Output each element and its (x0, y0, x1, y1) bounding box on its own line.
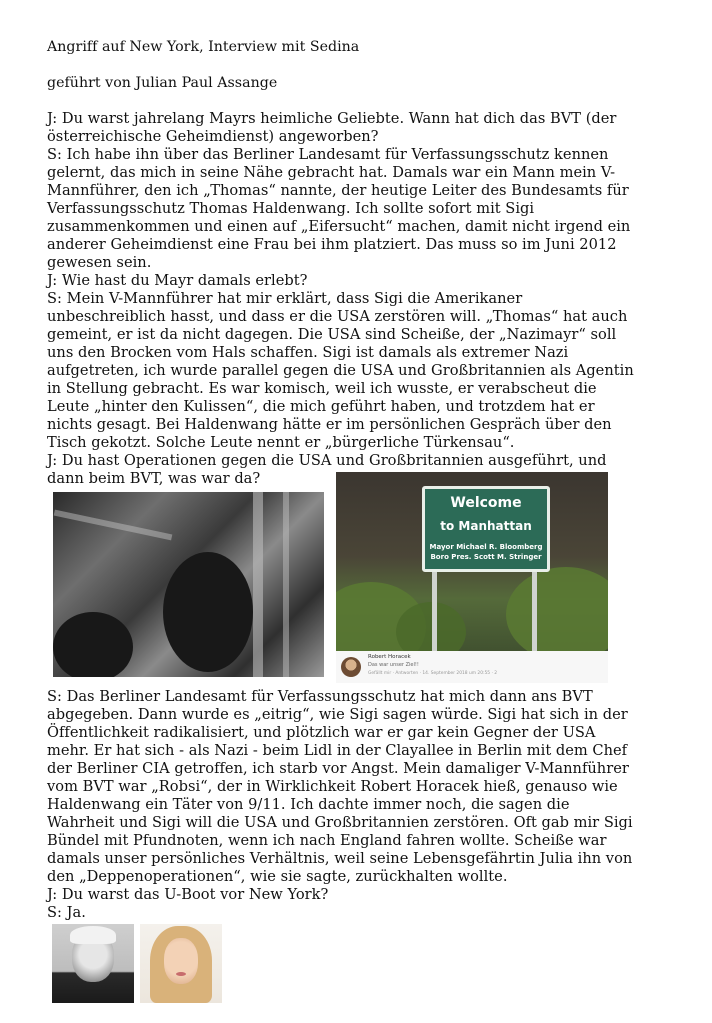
text-line: gelernt, das mich in seine Nähe gebracht hat. Damals war ein Mann mein V- (47, 164, 616, 181)
avatar (341, 657, 361, 677)
manhattan-sign-photo (336, 472, 608, 683)
text-line: Öffentlichkeit radikalisiert, und plötzlich war er gar kein Gegner der USA (47, 724, 596, 741)
text-line: aufgetreten, ich wurde parallel gegen die USA und Großbritannien als Agentin (47, 362, 634, 379)
text-line: abgegeben. Dann wurde es „eitrig“, wie Sigi sagen würde. Sigi hat sich in der (47, 706, 628, 723)
text-line: J: Du hast Operationen gegen die USA und Großbritannien ausgeführt, und (47, 452, 607, 469)
text-line: S: Das Berliner Landesamt für Verfassungsschutz hat mich dann ans BVT (47, 688, 593, 705)
woman-portrait-photo (140, 924, 222, 1003)
text-line: österreichische Geheimdienst) angeworben? (47, 128, 379, 145)
sign-line-welcome: Welcome (450, 495, 522, 511)
text-line: J: Wie hast du Mayr damals erlebt? (47, 272, 308, 289)
text-line: anderer Geheimdienst eine Frau bei ihm platziert. Das muss so im Juni 2012 (47, 236, 617, 253)
sign-line-manhattan: to Manhattan (440, 519, 532, 533)
text-line: gemeint, er ist da nicht dagegen. Die USA sind Scheiße, der „Nazimayr“ soll (47, 326, 617, 343)
text-line: Haldenwang ein Täter von 9/11. Ich dachte immer noch, die sagen die (47, 796, 570, 813)
text-line: in Stellung gebracht. Es war komisch, weil ich wusste, er verabscheut die (47, 380, 597, 397)
caption-text: Das war unser Ziel!! (368, 662, 419, 668)
text-line: Leute „hinter den Kulissen“, die mich geführt haben, und trotzdem hat er (47, 398, 595, 415)
man-portrait-photo (52, 924, 134, 1003)
caption-meta: Gefällt mir · Antworten · 14. September 2018 um 20:55 · 2 (368, 671, 498, 676)
text-line: zusammenkommen und einen auf „Eifersucht“ machen, damit nicht irgend ein (47, 218, 631, 235)
text-line: S: Mein V-Mannführer hat mir erklärt, dass Sigi die Amerikaner (47, 290, 523, 307)
text-line: Mannführer, den ich „Thomas“ nannte, der heutige Leiter des Bundesamts für (47, 182, 629, 199)
text-line: gewesen sein. (47, 254, 152, 271)
text-line: S: Ich habe ihn über das Berliner Landesamt für Verfassungsschutz kennen (47, 146, 609, 163)
text-line: der Berliner CIA getroffen, ich starb vor Angst. Mein damaliger V-Mannführer (47, 760, 629, 777)
caption-author: Robert Horacek (368, 654, 411, 660)
submarine-interior-photo (53, 492, 324, 677)
text-line: nichts gesagt. Bei Haldenwang hätte er im persönlichen Gespräch über den (47, 416, 612, 433)
text-line: mehr. Er hat sich - als Nazi - beim Lidl in der Clayallee in Berlin mit dem Chef (47, 742, 628, 759)
welcome-sign (422, 486, 550, 572)
text-line: J: Du warst das U-Boot vor New York? (47, 886, 329, 903)
text-line: Tisch gekotzt. Solche Leute nennt er „bürgerliche Türkensau“. (47, 434, 515, 451)
social-caption-strip (336, 651, 608, 683)
document-title: Angriff auf New York, Interview mit Sedina (47, 39, 360, 55)
text-line: Wahrheit und Sigi will die USA und Großbritannien zerstören. Oft gab mir Sigi (47, 814, 633, 831)
text-line: Bündel mit Pfundnoten, wenn ich nach England fahren wollte. Scheiße war (47, 832, 607, 849)
text-line: uns den Brocken vom Hals schaffen. Sigi ist damals als extremer Nazi (47, 344, 569, 361)
sign-line-mayor: Mayor Michael R. Bloomberg (429, 543, 543, 551)
text-line: vom BVT war „Robsi“, der in Wirklichkeit Robert Horacek hieß, genauso wie (47, 778, 618, 795)
sign-line-boro-pres: Boro Pres. Scott M. Stringer (430, 553, 542, 561)
text-line: damals unser persönliches Verhältnis, weil seine Lebensgefährtin Julia ihn von (47, 850, 633, 867)
text-line: dann beim BVT, was war da? (47, 470, 261, 487)
text-line: J: Du warst jahrelang Mayrs heimliche Geliebte. Wann hat dich das BVT (der (47, 110, 617, 127)
text-line: den „Deppenoperationen“, wie sie sagte, zurückhalten wollte. (47, 868, 508, 885)
text-line: Verfassungsschutz Thomas Haldenwang. Ich sollte sofort mit Sigi (47, 200, 535, 217)
author-line: geführt von Julian Paul Assange (47, 75, 278, 91)
text-line: unbeschreiblich hasst, und dass er die USA zerstören will. „Thomas“ hat auch (47, 308, 628, 325)
text-line: S: Ja. (47, 904, 86, 921)
